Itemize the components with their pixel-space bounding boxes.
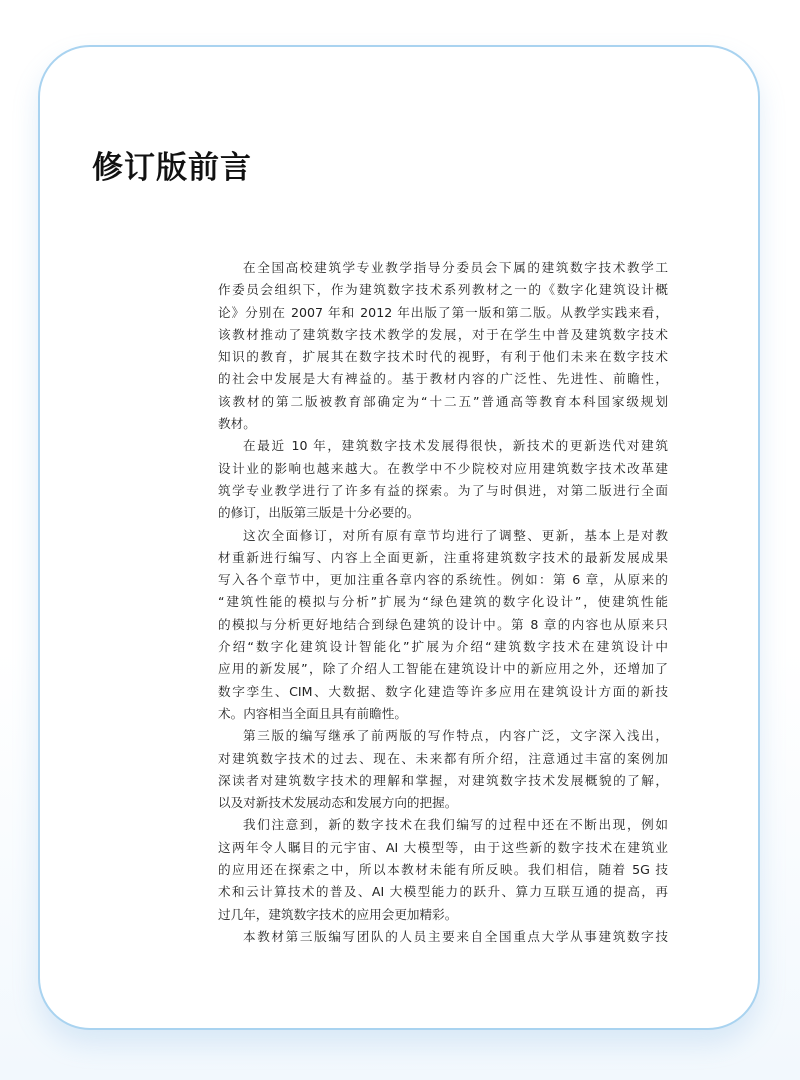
text-line: 教材。 xyxy=(218,416,256,432)
text-line: 的修订，出版第三版是十分必要的。 xyxy=(218,505,420,521)
text-line: 过几年，建筑数字技术的应用会更加精彩。 xyxy=(218,906,458,922)
text-line: 论》分别在 2007 年和 2012 年出版了第一版和第二版。从教学实践来看， xyxy=(218,304,668,320)
text-line: 筑学专业教学进行了许多有益的探索。为了与时俱进，对第二版进行全面 xyxy=(218,482,668,498)
text-line: 在最近 10 年，建筑数字技术发展得很快，新技术的更新迭代对建筑 xyxy=(243,438,668,454)
text-line: 设计业的影响也越来越大。在教学中不少院校对应用建筑数字技术改革建 xyxy=(218,460,668,476)
text-line: 以及对新技术发展动态和发展方向的把握。 xyxy=(218,795,458,811)
text-line: 材重新进行编写、内容上全面更新，注重将建筑数字技术的最新发展成果 xyxy=(218,549,668,565)
text-line: 本教材第三版编写团队的人员主要来自全国重点大学从事建筑数字技 xyxy=(243,928,668,944)
body-text xyxy=(218,257,668,948)
paragraph xyxy=(218,814,668,925)
text-line: 应用的新发展”，除了介绍人工智能在建筑设计中的新应用之外，还增加了 xyxy=(218,661,668,677)
paragraph xyxy=(218,725,668,814)
text-line: 的模拟与分析更好地结合到绿色建筑的设计中。第 8 章的内容也从原来只 xyxy=(218,616,668,632)
page-title: 修订版前言 xyxy=(92,150,252,186)
paragraph xyxy=(218,257,668,435)
text-line: 作委员会组织下，作为建筑数字技术系列教材之一的《数字化建筑设计概 xyxy=(218,282,668,298)
text-line: 写入各个章节中，更加注重各章内容的系统性。例如：第 6 章，从原来的 xyxy=(218,572,668,588)
text-line: 介绍“数字化建筑设计智能化”扩展为介绍“建筑数字技术在建筑设计中 xyxy=(218,639,668,655)
text-line: 的应用还在探索之中，所以本教材未能有所反映。我们相信，随着 5G 技 xyxy=(218,862,668,878)
text-line: 第三版的编写继承了前两版的写作特点，内容广泛，文字深入浅出， xyxy=(243,728,668,744)
text-line: 该教材推动了建筑数字技术教学的发展，对于在学生中普及建筑数字技术 xyxy=(218,326,668,342)
paragraph xyxy=(218,435,668,524)
text-line: 深读者对建筑数字技术的理解和掌握，对建筑数字技术发展概貌的了解， xyxy=(218,772,668,788)
paragraph xyxy=(218,926,668,948)
text-line: 的社会中发展是大有裨益的。基于教材内容的广泛性、先进性、前瞻性， xyxy=(218,371,668,387)
text-line: 数字孪生、CIM、大数据、数字化建造等许多应用在建筑设计方面的新技 xyxy=(218,683,668,699)
text-line: 这次全面修订，对所有原有章节均进行了调整、更新，基本上是对教 xyxy=(243,527,668,543)
text-line: 这两年令人瞩目的元宇宙、AI 大模型等，由于这些新的数字技术在建筑业 xyxy=(218,839,668,855)
paragraph xyxy=(218,525,668,726)
text-line: 对建筑数字技术的过去、现在、未来都有所介绍，注意通过丰富的案例加 xyxy=(218,750,668,766)
text-line: 术。内容相当全面且具有前瞻性。 xyxy=(218,705,407,721)
text-line: 该教材的第二版被教育部确定为“十二五”普通高等教育本科国家级规划 xyxy=(218,393,668,409)
text-line: 知识的教育，扩展其在数字技术时代的视野，有利于他们未来在数字技术 xyxy=(218,349,668,365)
text-line: 我们注意到，新的数字技术在我们编写的过程中还在不断出现，例如 xyxy=(243,817,668,833)
text-line: 术和云计算技术的普及、AI 大模型能力的跃升、算力互联互通的提高，再 xyxy=(218,884,668,900)
text-line: “建筑性能的模拟与分析”扩展为“绿色建筑的数字化设计”，使建筑性能 xyxy=(218,594,668,610)
text-line: 在全国高校建筑学专业教学指导分委员会下属的建筑数字技术教学工 xyxy=(243,260,668,275)
